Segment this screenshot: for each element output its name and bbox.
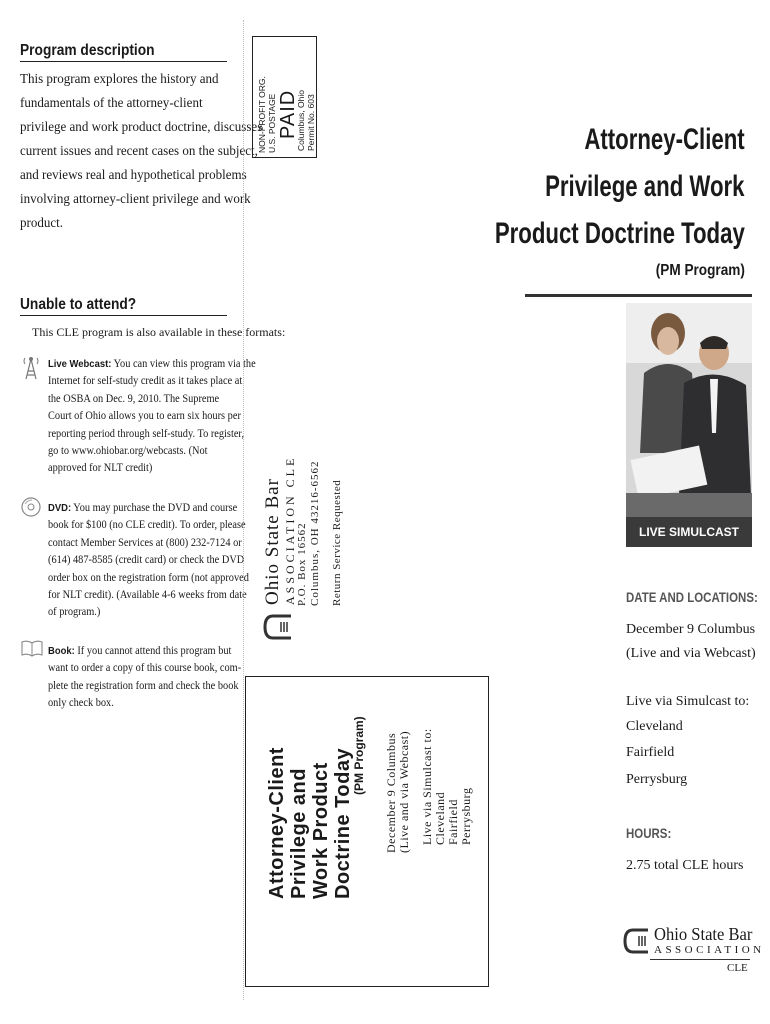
webcast-label: Live Webcast:	[48, 358, 112, 370]
pm-program-label: (PM Program)	[655, 262, 745, 279]
desc-line: involving attorney-client privilege and work	[20, 192, 251, 207]
logo-cle: CLE	[727, 962, 748, 974]
postage-line: NON-PROFIT ORG.	[257, 76, 267, 153]
unable-to-attend-heading: Unable to attend?	[20, 296, 137, 313]
live-simulcast-band: LIVE SIMULCAST	[626, 517, 752, 547]
dvd-disc-icon	[20, 496, 42, 518]
formats-intro: This CLE program is also available in these formats:	[32, 325, 286, 339]
title-line: Privilege and Work	[545, 170, 745, 203]
org-city: Columbus, OH 43216-6562	[309, 460, 321, 606]
dvd-text: order box on the registration form (not approved	[48, 571, 249, 584]
logo-rule	[650, 959, 750, 960]
dvd-text: of program.)	[48, 606, 101, 619]
program-description-heading: Program description	[20, 42, 155, 59]
dvd-text: book for $100 (no CLE credit). To order, please	[48, 519, 246, 532]
desc-line: current issues and recent cases on the subject,	[20, 144, 258, 159]
mailer-city: Perrysburg	[459, 787, 473, 845]
dvd-option	[48, 500, 249, 622]
title-line: Product Doctrine Today	[495, 217, 745, 250]
date-line: (Live and via Webcast)	[626, 646, 756, 661]
mailer-title-line: Privilege and	[288, 768, 310, 899]
city-item: Perrysburg	[626, 772, 688, 787]
hours-heading: HOURS:	[626, 825, 672, 841]
open-book-icon	[20, 638, 44, 658]
cover-photo	[626, 303, 752, 517]
book-label: Book:	[48, 645, 75, 657]
city-item: Fairfield	[626, 745, 675, 760]
org-po-box: P.O. Box 16562	[296, 522, 308, 606]
book-text: If you cannot attend this program but	[74, 645, 232, 657]
org-assoc-vertical: ASSOCIATION CLE	[283, 455, 297, 605]
mailer-title-line: Attorney-Client	[266, 747, 288, 899]
dvd-text: (614) 487-8585 (credit card) or check the DVD	[48, 554, 245, 567]
simulcast-heading: Live via Simulcast to:	[626, 694, 750, 709]
osba-logo-icon	[261, 612, 293, 642]
dvd-text: contact Member Services at (800) 232-7124 or	[48, 536, 242, 549]
heading-rule	[20, 61, 227, 62]
logo-org-name: Ohio State Bar	[654, 924, 753, 944]
hours-value: 2.75 total CLE hours	[626, 858, 744, 873]
webcast-text: approved for NLT credit)	[48, 462, 153, 475]
mailer-pm: (PM Program)	[352, 716, 366, 795]
postage-indicia	[252, 36, 317, 158]
desc-line: and reviews real and hypothetical problems	[20, 168, 247, 183]
book-option	[48, 643, 242, 713]
webcast-text: reporting period through self-study. To register,	[48, 427, 245, 440]
dvd-label: DVD:	[48, 502, 72, 514]
desc-line: This program explores the history and	[20, 72, 219, 87]
book-text: only check box.	[48, 697, 114, 710]
org-name-vertical: Ohio State Bar	[262, 478, 283, 605]
mailer-city: Cleveland	[433, 791, 447, 845]
logo-association: ASSOCIATION	[654, 944, 765, 956]
mailer-city: Fairfield	[446, 799, 460, 845]
postage-line: Columbus, Ohio	[296, 90, 306, 151]
webcast-text: Court of Ohio allows you to earn six hours per	[48, 410, 241, 423]
webcast-text: Internet for self-study credit as it takes place at	[48, 375, 243, 388]
title-rule	[525, 294, 752, 297]
webcast-text: You can view this program via the	[111, 358, 256, 370]
mailer-simulcast: Live via Simulcast to:	[420, 728, 434, 845]
book-text: want to order a copy of this course book, com-	[48, 662, 242, 675]
webcast-option	[48, 356, 256, 478]
desc-line: product.	[20, 216, 64, 231]
date-locations-heading: DATE AND LOCATIONS:	[626, 589, 758, 605]
return-service: Return Service Requested	[331, 479, 343, 606]
fold-line	[243, 20, 244, 1000]
webcast-text: go to www.ohiobar.org/webcasts. (Not	[48, 445, 208, 458]
date-line: December 9 Columbus	[626, 622, 756, 637]
webcast-tower-icon	[20, 355, 42, 381]
postage-paid: PAID	[277, 89, 299, 139]
postage-line: U.S. POSTAGE	[267, 93, 277, 153]
desc-line: privilege and work product doctrine, discusses	[20, 120, 263, 135]
city-item: Cleveland	[626, 719, 683, 734]
mailer-date: December 9 Columbus	[384, 732, 398, 853]
mailer-date: (Live and via Webcast)	[397, 730, 411, 853]
osba-logo-icon	[622, 926, 650, 956]
mailer-title-line: Work Product	[310, 762, 332, 899]
mailer-title-line: Doctrine Today	[332, 747, 354, 899]
postage-line: Permit No. 603	[306, 94, 316, 151]
heading-rule	[20, 315, 227, 316]
dvd-text: You may purchase the DVD and course	[71, 502, 238, 514]
book-text: plete the registration form and check the book	[48, 679, 239, 692]
desc-line: fundamentals of the attorney-client	[20, 96, 203, 111]
title-line: Attorney-Client	[584, 123, 745, 156]
dvd-text: for NLT credit). (Available 4-6 weeks from date	[48, 589, 247, 602]
webcast-text: the OSBA on Dec. 9, 2010. The Supreme	[48, 392, 220, 405]
mailer-panel	[245, 676, 489, 987]
